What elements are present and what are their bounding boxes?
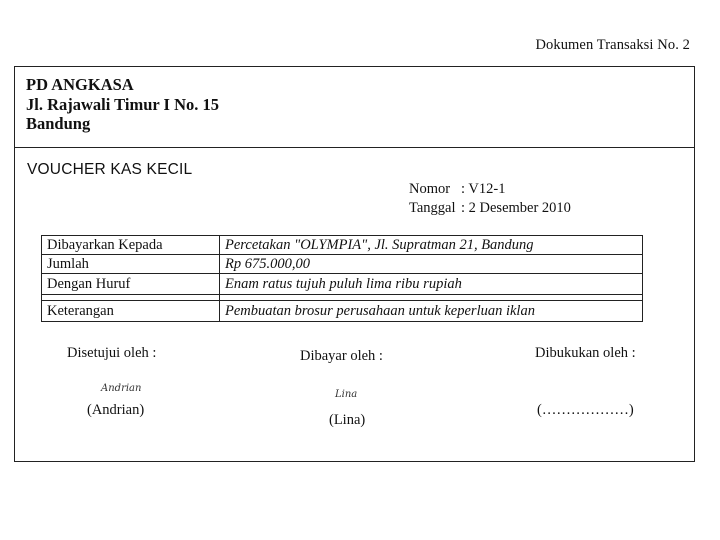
approved-by-heading: Disetujui oleh : xyxy=(67,345,157,361)
detail-label-description: Keterangan xyxy=(42,301,220,322)
header-divider xyxy=(15,147,694,148)
company-city: Bandung xyxy=(26,114,91,133)
paid-by-signature: Lina xyxy=(335,389,358,400)
recorded-by-name: (………………) xyxy=(537,402,634,418)
voucher-details-table xyxy=(41,235,643,322)
detail-value-amount: Rp 675.000,00 xyxy=(220,255,643,274)
document-number-label: Dokumen Transaksi No. 2 xyxy=(535,37,690,53)
detail-label-in-words: Dengan Huruf xyxy=(42,274,220,295)
voucher-meta xyxy=(409,180,571,218)
approved-by-name: (Andrian) xyxy=(87,402,145,418)
voucher-number-label: Nomor xyxy=(409,181,451,197)
detail-value-description: Pembuatan brosur perusahaan untuk keperluan iklan xyxy=(220,301,643,322)
voucher-date-row xyxy=(409,199,571,218)
company-name: PD ANGKASA xyxy=(26,75,134,94)
voucher-number-value: : V12-1 xyxy=(461,181,506,197)
voucher-title: VOUCHER KAS KECIL xyxy=(27,161,193,178)
paid-by-heading: Dibayar oleh : xyxy=(300,348,383,364)
detail-value-payee: Percetakan "OLYMPIA", Jl. Supratman 21, Bandung xyxy=(220,236,643,255)
voucher-date-value: : 2 Desember 2010 xyxy=(461,200,571,216)
paid-by-name: (Lina) xyxy=(329,412,366,428)
company-address: Jl. Rajawali Timur I No. 15 xyxy=(26,94,219,114)
voucher-frame xyxy=(14,66,695,462)
table-row xyxy=(42,274,643,295)
company-header xyxy=(26,75,219,134)
table-row xyxy=(42,301,643,322)
approved-by-signature: Andrian xyxy=(101,383,142,394)
table-row xyxy=(42,255,643,274)
voucher-date-label: Tanggal xyxy=(409,200,456,216)
table-row xyxy=(42,236,643,255)
detail-label-payee: Dibayarkan Kepada xyxy=(42,236,220,255)
recorded-by-heading: Dibukukan oleh : xyxy=(535,345,636,361)
voucher-number-row xyxy=(409,180,571,199)
detail-label-amount: Jumlah xyxy=(42,255,220,274)
detail-value-in-words: Enam ratus tujuh puluh lima ribu rupiah xyxy=(220,274,643,295)
